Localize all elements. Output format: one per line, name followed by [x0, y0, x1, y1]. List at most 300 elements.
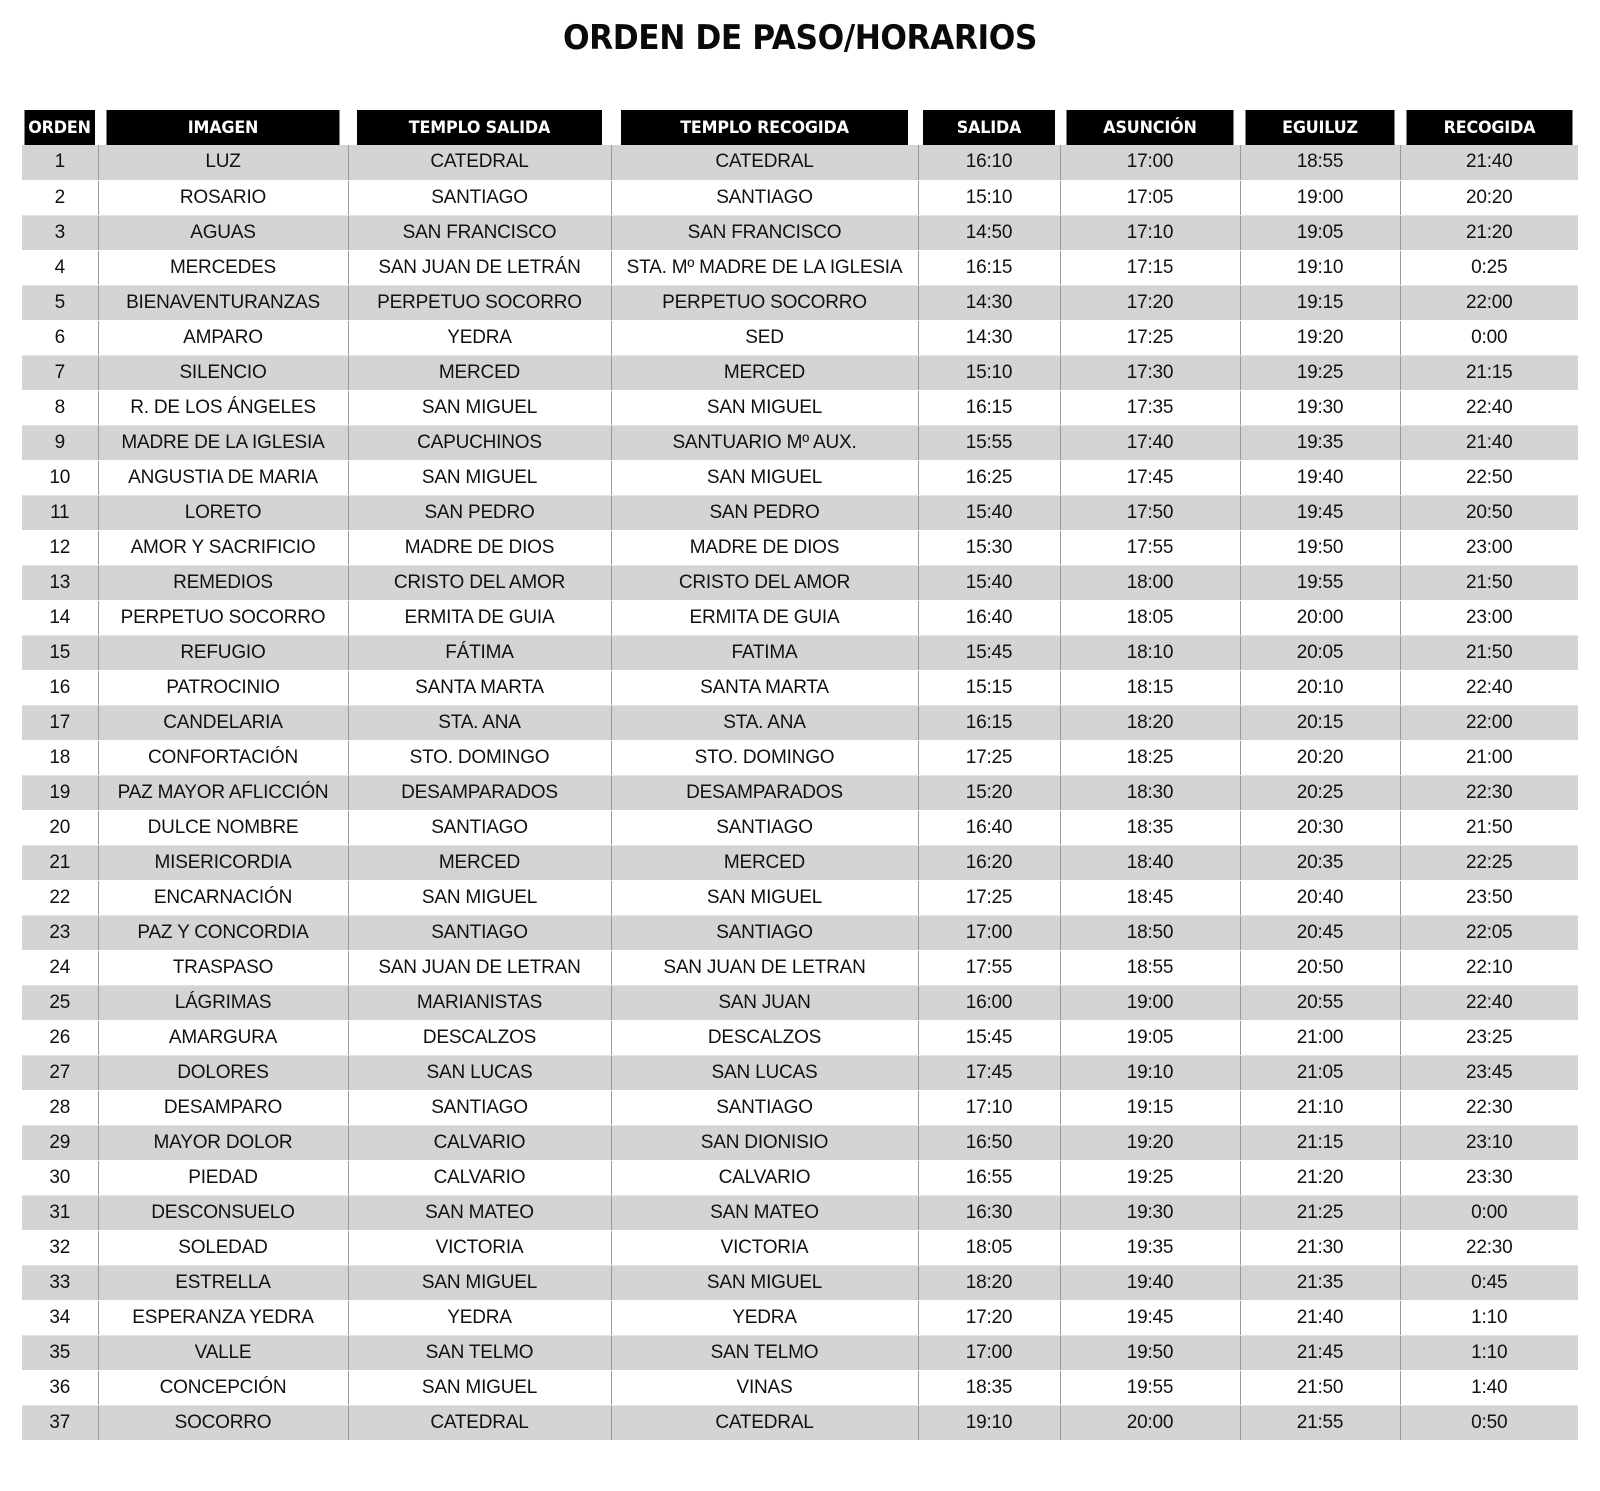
cell-templo_recogida: SAN PEDRO: [611, 495, 918, 530]
cell-asuncion: 17:50: [1060, 495, 1240, 530]
cell-imagen: LORETO: [98, 495, 348, 530]
cell-recogida: 21:50: [1400, 565, 1578, 600]
cell-orden: 36: [22, 1370, 98, 1405]
table-row[interactable]: [22, 1020, 1578, 1055]
cell-templo_recogida: CALVARIO: [611, 1160, 918, 1195]
cell-imagen: ESTRELLA: [98, 1265, 348, 1300]
cell-templo_recogida: SAN FRANCISCO: [611, 215, 918, 250]
cell-eguiluz: 19:35: [1240, 425, 1400, 460]
cell-recogida: 21:40: [1400, 145, 1578, 180]
table-row[interactable]: [22, 320, 1578, 355]
cell-eguiluz: 21:45: [1240, 1335, 1400, 1370]
cell-orden: 23: [22, 915, 98, 950]
cell-orden: 16: [22, 670, 98, 705]
cell-salida: 15:55: [918, 425, 1060, 460]
cell-recogida: 1:10: [1400, 1300, 1578, 1335]
cell-asuncion: 17:55: [1060, 530, 1240, 565]
cell-templo_salida: SAN TELMO: [348, 1335, 611, 1370]
cell-templo_salida: CATEDRAL: [348, 1405, 611, 1440]
cell-eguiluz: 19:40: [1240, 460, 1400, 495]
cell-salida: 15:40: [918, 565, 1060, 600]
column-header-templo_recogida[interactable]: TEMPLO RECOGIDA: [620, 110, 909, 145]
cell-orden: 1: [22, 145, 98, 180]
cell-orden: 10: [22, 460, 98, 495]
table-row[interactable]: [22, 880, 1578, 915]
cell-templo_recogida: SED: [611, 320, 918, 355]
cell-recogida: 23:50: [1400, 880, 1578, 915]
cell-salida: 15:10: [918, 180, 1060, 215]
table-row[interactable]: [22, 1125, 1578, 1160]
cell-orden: 5: [22, 285, 98, 320]
cell-salida: 14:30: [918, 285, 1060, 320]
cell-recogida: 22:40: [1400, 670, 1578, 705]
cell-salida: 16:50: [918, 1125, 1060, 1160]
cell-orden: 6: [22, 320, 98, 355]
cell-salida: 18:35: [918, 1370, 1060, 1405]
cell-asuncion: 18:35: [1060, 810, 1240, 845]
cell-templo_salida: SAN PEDRO: [348, 495, 611, 530]
table-row[interactable]: [22, 530, 1578, 565]
cell-eguiluz: 21:55: [1240, 1405, 1400, 1440]
table-row[interactable]: [22, 1090, 1578, 1125]
cell-orden: 25: [22, 985, 98, 1020]
cell-imagen: MAYOR DOLOR: [98, 1125, 348, 1160]
cell-templo_recogida: DESCALZOS: [611, 1020, 918, 1055]
cell-templo_salida: SAN MIGUEL: [348, 880, 611, 915]
cell-recogida: 23:45: [1400, 1055, 1578, 1090]
cell-templo_salida: CALVARIO: [348, 1125, 611, 1160]
cell-recogida: 23:10: [1400, 1125, 1578, 1160]
cell-asuncion: 18:20: [1060, 705, 1240, 740]
cell-recogida: 0:00: [1400, 320, 1578, 355]
cell-templo_salida: STO. DOMINGO: [348, 740, 611, 775]
table-row[interactable]: [22, 740, 1578, 775]
cell-templo_recogida: STA. Mº MADRE DE LA IGLESIA: [611, 250, 918, 285]
cell-recogida: 23:30: [1400, 1160, 1578, 1195]
table-header: [22, 110, 1578, 145]
cell-templo_recogida: DESAMPARADOS: [611, 775, 918, 810]
cell-recogida: 20:20: [1400, 180, 1578, 215]
cell-eguiluz: 19:25: [1240, 355, 1400, 390]
cell-templo_salida: CRISTO DEL AMOR: [348, 565, 611, 600]
cell-eguiluz: 21:10: [1240, 1090, 1400, 1125]
cell-eguiluz: 20:10: [1240, 670, 1400, 705]
table-row[interactable]: [22, 985, 1578, 1020]
cell-salida: 16:55: [918, 1160, 1060, 1195]
cell-recogida: 22:50: [1400, 460, 1578, 495]
cell-asuncion: 17:40: [1060, 425, 1240, 460]
table-row[interactable]: [22, 1265, 1578, 1300]
cell-eguiluz: 20:35: [1240, 845, 1400, 880]
cell-templo_salida: MADRE DE DIOS: [348, 530, 611, 565]
cell-templo_salida: YEDRA: [348, 320, 611, 355]
table-row[interactable]: [22, 1335, 1578, 1370]
table-row[interactable]: [22, 565, 1578, 600]
cell-templo_recogida: STA. ANA: [611, 705, 918, 740]
cell-recogida: 20:50: [1400, 495, 1578, 530]
cell-salida: 16:20: [918, 845, 1060, 880]
cell-recogida: 21:40: [1400, 425, 1578, 460]
cell-asuncion: 18:50: [1060, 915, 1240, 950]
table-row[interactable]: [22, 1405, 1578, 1440]
cell-imagen: ANGUSTIA DE MARIA: [98, 460, 348, 495]
column-header-asuncion[interactable]: ASUNCIÓN: [1065, 110, 1234, 145]
table-row[interactable]: [22, 1300, 1578, 1335]
cell-imagen: PIEDAD: [98, 1160, 348, 1195]
cell-templo_salida: SAN LUCAS: [348, 1055, 611, 1090]
cell-salida: 15:15: [918, 670, 1060, 705]
cell-asuncion: 20:00: [1060, 1405, 1240, 1440]
cell-salida: 17:10: [918, 1090, 1060, 1125]
table-row[interactable]: [22, 215, 1578, 250]
cell-recogida: 21:20: [1400, 215, 1578, 250]
cell-templo_salida: SANTIAGO: [348, 180, 611, 215]
cell-orden: 34: [22, 1300, 98, 1335]
cell-recogida: 0:45: [1400, 1265, 1578, 1300]
cell-imagen: DESAMPARO: [98, 1090, 348, 1125]
cell-imagen: REMEDIOS: [98, 565, 348, 600]
cell-orden: 17: [22, 705, 98, 740]
cell-templo_salida: SAN MIGUEL: [348, 1370, 611, 1405]
cell-orden: 2: [22, 180, 98, 215]
cell-templo_salida: MERCED: [348, 845, 611, 880]
cell-salida: 16:25: [918, 460, 1060, 495]
table-row[interactable]: [22, 600, 1578, 635]
cell-eguiluz: 19:05: [1240, 215, 1400, 250]
table-row[interactable]: [22, 915, 1578, 950]
cell-templo_recogida: VICTORIA: [611, 1230, 918, 1265]
cell-salida: 15:30: [918, 530, 1060, 565]
cell-imagen: AMOR Y SACRIFICIO: [98, 530, 348, 565]
cell-recogida: 22:05: [1400, 915, 1578, 950]
cell-asuncion: 19:25: [1060, 1160, 1240, 1195]
cell-templo_recogida: SANTIAGO: [611, 915, 918, 950]
cell-eguiluz: 21:25: [1240, 1195, 1400, 1230]
cell-imagen: VALLE: [98, 1335, 348, 1370]
cell-eguiluz: 20:30: [1240, 810, 1400, 845]
table-row[interactable]: [22, 355, 1578, 390]
cell-imagen: DOLORES: [98, 1055, 348, 1090]
cell-orden: 35: [22, 1335, 98, 1370]
cell-eguiluz: 19:50: [1240, 530, 1400, 565]
cell-asuncion: 18:40: [1060, 845, 1240, 880]
cell-eguiluz: 20:15: [1240, 705, 1400, 740]
table-row[interactable]: [22, 1230, 1578, 1265]
cell-salida: 15:45: [918, 635, 1060, 670]
cell-salida: 17:25: [918, 740, 1060, 775]
cell-salida: 17:20: [918, 1300, 1060, 1335]
cell-templo_salida: MERCED: [348, 355, 611, 390]
cell-imagen: AMPARO: [98, 320, 348, 355]
cell-salida: 16:40: [918, 810, 1060, 845]
cell-imagen: PERPETUO SOCORRO: [98, 600, 348, 635]
cell-orden: 33: [22, 1265, 98, 1300]
cell-asuncion: 17:35: [1060, 390, 1240, 425]
cell-templo_recogida: SAN MIGUEL: [611, 880, 918, 915]
cell-templo_recogida: SAN MATEO: [611, 1195, 918, 1230]
cell-templo_recogida: SANTA MARTA: [611, 670, 918, 705]
cell-eguiluz: 20:05: [1240, 635, 1400, 670]
cell-recogida: 21:50: [1400, 810, 1578, 845]
cell-asuncion: 17:45: [1060, 460, 1240, 495]
cell-imagen: SILENCIO: [98, 355, 348, 390]
cell-orden: 21: [22, 845, 98, 880]
cell-orden: 22: [22, 880, 98, 915]
cell-asuncion: 19:45: [1060, 1300, 1240, 1335]
cell-asuncion: 17:15: [1060, 250, 1240, 285]
cell-asuncion: 18:10: [1060, 635, 1240, 670]
table-row[interactable]: [22, 285, 1578, 320]
cell-salida: 15:10: [918, 355, 1060, 390]
cell-salida: 15:45: [918, 1020, 1060, 1055]
cell-templo_salida: SAN JUAN DE LETRÁN: [348, 250, 611, 285]
cell-eguiluz: 21:20: [1240, 1160, 1400, 1195]
cell-orden: 32: [22, 1230, 98, 1265]
cell-orden: 24: [22, 950, 98, 985]
cell-templo_recogida: ERMITA DE GUIA: [611, 600, 918, 635]
cell-recogida: 23:00: [1400, 530, 1578, 565]
cell-eguiluz: 21:05: [1240, 1055, 1400, 1090]
cell-templo_recogida: FATIMA: [611, 635, 918, 670]
cell-templo_recogida: SAN MIGUEL: [611, 460, 918, 495]
cell-templo_recogida: YEDRA: [611, 1300, 918, 1335]
cell-imagen: CONCEPCIÓN: [98, 1370, 348, 1405]
cell-imagen: ROSARIO: [98, 180, 348, 215]
cell-recogida: 22:25: [1400, 845, 1578, 880]
cell-eguiluz: 20:00: [1240, 600, 1400, 635]
cell-templo_salida: SAN MIGUEL: [348, 460, 611, 495]
cell-eguiluz: 20:40: [1240, 880, 1400, 915]
cell-templo_recogida: CRISTO DEL AMOR: [611, 565, 918, 600]
cell-eguiluz: 21:50: [1240, 1370, 1400, 1405]
cell-imagen: DULCE NOMBRE: [98, 810, 348, 845]
cell-templo_salida: FÁTIMA: [348, 635, 611, 670]
cell-templo_salida: ERMITA DE GUIA: [348, 600, 611, 635]
cell-templo_salida: SAN MIGUEL: [348, 390, 611, 425]
cell-salida: 19:10: [918, 1405, 1060, 1440]
cell-recogida: 22:40: [1400, 985, 1578, 1020]
cell-templo_recogida: CATEDRAL: [611, 1405, 918, 1440]
cell-templo_salida: SANTIAGO: [348, 810, 611, 845]
cell-eguiluz: 21:40: [1240, 1300, 1400, 1335]
cell-templo_salida: CATEDRAL: [348, 145, 611, 180]
cell-imagen: SOLEDAD: [98, 1230, 348, 1265]
cell-templo_recogida: SAN LUCAS: [611, 1055, 918, 1090]
table-row[interactable]: [22, 425, 1578, 460]
cell-asuncion: 17:30: [1060, 355, 1240, 390]
cell-eguiluz: 20:55: [1240, 985, 1400, 1020]
table-row[interactable]: [22, 1160, 1578, 1195]
cell-orden: 26: [22, 1020, 98, 1055]
cell-recogida: 21:15: [1400, 355, 1578, 390]
cell-imagen: ESPERANZA YEDRA: [98, 1300, 348, 1335]
table-row[interactable]: [22, 635, 1578, 670]
cell-templo_salida: SAN MATEO: [348, 1195, 611, 1230]
cell-imagen: LUZ: [98, 145, 348, 180]
table-row[interactable]: [22, 1055, 1578, 1090]
cell-templo_salida: PERPETUO SOCORRO: [348, 285, 611, 320]
cell-salida: 17:00: [918, 1335, 1060, 1370]
cell-imagen: PAZ Y CONCORDIA: [98, 915, 348, 950]
page-title: ORDEN DE PASO/HORARIOS: [563, 18, 1037, 58]
cell-orden: 8: [22, 390, 98, 425]
cell-imagen: MISERICORDIA: [98, 845, 348, 880]
cell-templo_recogida: SANTIAGO: [611, 1090, 918, 1125]
cell-eguiluz: 20:50: [1240, 950, 1400, 985]
cell-orden: 18: [22, 740, 98, 775]
cell-templo_recogida: CATEDRAL: [611, 145, 918, 180]
cell-templo_salida: CAPUCHINOS: [348, 425, 611, 460]
table-row[interactable]: [22, 950, 1578, 985]
table-row[interactable]: [22, 775, 1578, 810]
table-row[interactable]: [22, 250, 1578, 285]
table-row[interactable]: [22, 495, 1578, 530]
schedule-table: [22, 110, 1578, 1441]
cell-recogida: 1:40: [1400, 1370, 1578, 1405]
cell-eguiluz: 21:15: [1240, 1125, 1400, 1160]
cell-templo_recogida: SAN JUAN DE LETRAN: [611, 950, 918, 985]
cell-orden: 37: [22, 1405, 98, 1440]
cell-eguiluz: 20:25: [1240, 775, 1400, 810]
cell-recogida: 22:40: [1400, 390, 1578, 425]
table-row[interactable]: [22, 180, 1578, 215]
cell-templo_recogida: SANTIAGO: [611, 180, 918, 215]
table-row[interactable]: [22, 845, 1578, 880]
cell-imagen: REFUGIO: [98, 635, 348, 670]
cell-eguiluz: 20:20: [1240, 740, 1400, 775]
column-header-recogida[interactable]: RECOGIDA: [1405, 110, 1572, 145]
cell-imagen: TRASPASO: [98, 950, 348, 985]
cell-asuncion: 19:10: [1060, 1055, 1240, 1090]
cell-imagen: ENCARNACIÓN: [98, 880, 348, 915]
table-row[interactable]: [22, 460, 1578, 495]
cell-imagen: PATROCINIO: [98, 670, 348, 705]
column-header-eguiluz[interactable]: EGUILUZ: [1245, 110, 1395, 145]
cell-templo_recogida: PERPETUO SOCORRO: [611, 285, 918, 320]
cell-salida: 17:45: [918, 1055, 1060, 1090]
cell-asuncion: 18:05: [1060, 600, 1240, 635]
cell-orden: 14: [22, 600, 98, 635]
cell-salida: 16:30: [918, 1195, 1060, 1230]
cell-salida: 16:15: [918, 390, 1060, 425]
table-row[interactable]: [22, 670, 1578, 705]
cell-asuncion: 18:15: [1060, 670, 1240, 705]
cell-salida: 14:50: [918, 215, 1060, 250]
cell-recogida: 23:25: [1400, 1020, 1578, 1055]
cell-orden: 30: [22, 1160, 98, 1195]
cell-orden: 12: [22, 530, 98, 565]
cell-asuncion: 19:20: [1060, 1125, 1240, 1160]
cell-imagen: LÁGRIMAS: [98, 985, 348, 1020]
cell-imagen: AGUAS: [98, 215, 348, 250]
cell-salida: 15:20: [918, 775, 1060, 810]
cell-salida: 17:25: [918, 880, 1060, 915]
cell-imagen: CANDELARIA: [98, 705, 348, 740]
column-header-templo_salida[interactable]: TEMPLO SALIDA: [356, 110, 603, 145]
cell-asuncion: 17:10: [1060, 215, 1240, 250]
cell-orden: 4: [22, 250, 98, 285]
cell-templo_recogida: MADRE DE DIOS: [611, 530, 918, 565]
cell-salida: 16:15: [918, 250, 1060, 285]
cell-asuncion: 19:35: [1060, 1230, 1240, 1265]
cell-imagen: SOCORRO: [98, 1405, 348, 1440]
cell-eguiluz: 19:15: [1240, 285, 1400, 320]
cell-orden: 19: [22, 775, 98, 810]
cell-eguiluz: 19:00: [1240, 180, 1400, 215]
cell-recogida: 1:10: [1400, 1335, 1578, 1370]
cell-templo_salida: SANTA MARTA: [348, 670, 611, 705]
column-header-imagen[interactable]: IMAGEN: [106, 110, 341, 145]
cell-eguiluz: 19:20: [1240, 320, 1400, 355]
cell-eguiluz: 21:30: [1240, 1230, 1400, 1265]
cell-recogida: 22:30: [1400, 775, 1578, 810]
cell-imagen: MADRE DE LA IGLESIA: [98, 425, 348, 460]
cell-imagen: CONFORTACIÓN: [98, 740, 348, 775]
cell-templo_salida: SAN MIGUEL: [348, 1265, 611, 1300]
cell-salida: 17:00: [918, 915, 1060, 950]
cell-asuncion: 19:00: [1060, 985, 1240, 1020]
cell-templo_salida: DESAMPARADOS: [348, 775, 611, 810]
cell-templo_salida: DESCALZOS: [348, 1020, 611, 1055]
cell-templo_salida: MARIANISTAS: [348, 985, 611, 1020]
cell-templo_recogida: MERCED: [611, 355, 918, 390]
cell-eguiluz: 19:10: [1240, 250, 1400, 285]
table-row[interactable]: [22, 145, 1578, 180]
table-row[interactable]: [22, 810, 1578, 845]
cell-asuncion: 17:05: [1060, 180, 1240, 215]
table-row[interactable]: [22, 390, 1578, 425]
cell-recogida: 23:00: [1400, 600, 1578, 635]
cell-imagen: BIENAVENTURANZAS: [98, 285, 348, 320]
cell-asuncion: 18:30: [1060, 775, 1240, 810]
cell-templo_salida: SAN JUAN DE LETRAN: [348, 950, 611, 985]
cell-recogida: 21:00: [1400, 740, 1578, 775]
cell-orden: 13: [22, 565, 98, 600]
cell-orden: 31: [22, 1195, 98, 1230]
cell-orden: 11: [22, 495, 98, 530]
cell-imagen: MERCEDES: [98, 250, 348, 285]
table-row[interactable]: [22, 1370, 1578, 1405]
column-header-orden[interactable]: ORDEN: [24, 110, 95, 145]
cell-imagen: AMARGURA: [98, 1020, 348, 1055]
cell-asuncion: 19:55: [1060, 1370, 1240, 1405]
table-row[interactable]: [22, 705, 1578, 740]
cell-templo_salida: VICTORIA: [348, 1230, 611, 1265]
cell-recogida: 22:00: [1400, 705, 1578, 740]
cell-asuncion: 19:30: [1060, 1195, 1240, 1230]
cell-templo_recogida: SAN DIONISIO: [611, 1125, 918, 1160]
cell-recogida: 22:10: [1400, 950, 1578, 985]
column-header-salida[interactable]: SALIDA: [922, 110, 1055, 145]
cell-recogida: 22:30: [1400, 1090, 1578, 1125]
cell-asuncion: 19:50: [1060, 1335, 1240, 1370]
cell-salida: 18:20: [918, 1265, 1060, 1300]
table-row[interactable]: [22, 1195, 1578, 1230]
cell-orden: 9: [22, 425, 98, 460]
cell-templo_recogida: MERCED: [611, 845, 918, 880]
cell-templo_salida: SANTIAGO: [348, 915, 611, 950]
cell-asuncion: 19:05: [1060, 1020, 1240, 1055]
cell-orden: 7: [22, 355, 98, 390]
cell-eguiluz: 21:35: [1240, 1265, 1400, 1300]
cell-orden: 15: [22, 635, 98, 670]
cell-asuncion: 18:45: [1060, 880, 1240, 915]
cell-templo_salida: YEDRA: [348, 1300, 611, 1335]
cell-eguiluz: 19:30: [1240, 390, 1400, 425]
cell-templo_recogida: VINAS: [611, 1370, 918, 1405]
cell-eguiluz: 20:45: [1240, 915, 1400, 950]
cell-orden: 3: [22, 215, 98, 250]
